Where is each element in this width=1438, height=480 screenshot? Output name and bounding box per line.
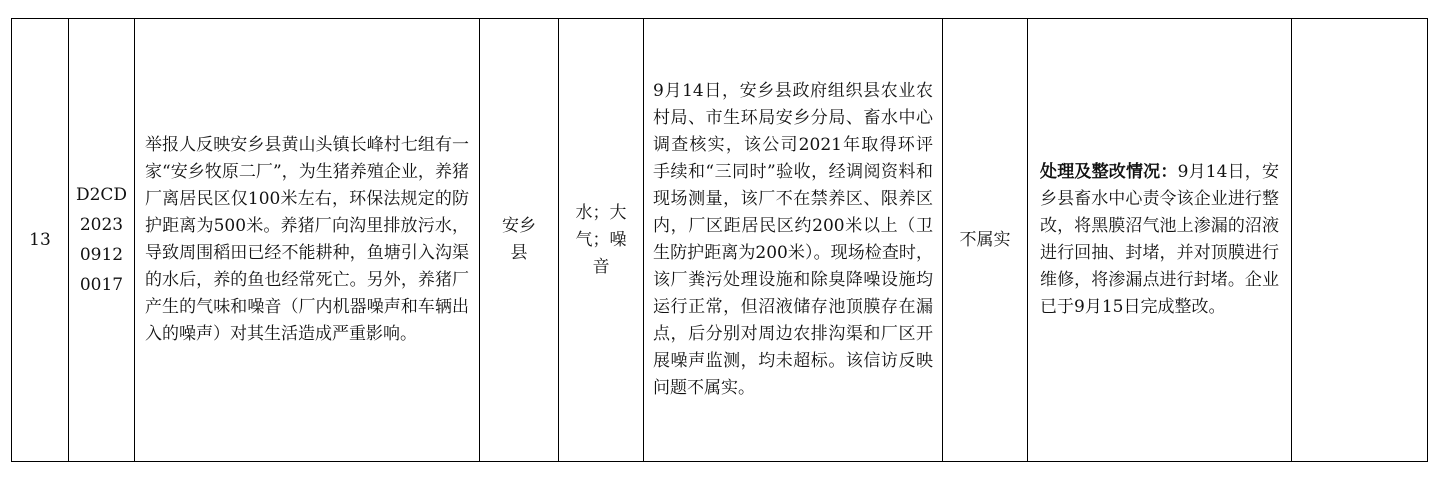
pollution-type-cell (559, 19, 644, 462)
complaint-text: 举报人反映安乡县黄山头镇长峰村七组有一家“安乡牧原二厂”，为生猪养殖企业，养猪厂离居民区仅100米左右，环保法规定的防护距离为500米。养猪厂向沟里排放污水，导致周围稻田已经不能耕种，鱼塘引入沟渠的水后，养的鱼也经常死亡。另外，养猪厂产生的气味和噪音（厂内机器噪声和车辆出入的噪声）对其生活造成严重影响。 (145, 135, 469, 344)
case-id-line: 0017 (79, 275, 124, 295)
complaint-cell (135, 19, 480, 462)
table-row (12, 19, 1428, 462)
remarks-cell (1292, 19, 1428, 462)
county-cell (480, 19, 559, 462)
case-table (11, 18, 1428, 462)
handling-label: 处理及整改情况： (1040, 162, 1178, 182)
verdict-cell (943, 19, 1028, 462)
case-id-cell (69, 19, 135, 462)
case-id-line: 0912 (79, 245, 124, 265)
pollution-type-text: 水；大气；噪音 (575, 202, 627, 277)
investigation-cell (644, 19, 943, 462)
case-id-line: 2023 (79, 215, 124, 235)
county-text: 安乡县 (502, 216, 536, 263)
row-index-cell (12, 19, 69, 462)
row-index: 13 (29, 229, 51, 250)
investigation-text: 9月14日，安乡县政府组织县农业农村局、市生环局安乡分局、畜水中心调查核实，该公司2021年取得环评手续和“三同时”验收，经调阅资料和现场测量，该厂不在禁养区、限养区内，厂区距居民区约200米以上（卫生防护距离为200米）。现场检查时，该厂粪污处理设施和除臭降噪设施均运行正常，但沼液储存池顶膜存在漏点，后分别对周边农排沟渠和厂区开展噪声监测，均未超标。该信访反映问题不属实。 (653, 81, 933, 398)
verdict-text: 不属实 (959, 229, 1011, 250)
handling-cell (1028, 19, 1292, 462)
handling-text: 9月14日，安乡县畜水中心责令该企业进行整改，将黑膜沼气池上渗漏的沼液进行回抽、封堵，并对顶膜进行维修，将渗漏点进行封堵。企业已于9月15日完成整改。 (1040, 162, 1280, 317)
case-id-line: D2CD (75, 185, 128, 205)
